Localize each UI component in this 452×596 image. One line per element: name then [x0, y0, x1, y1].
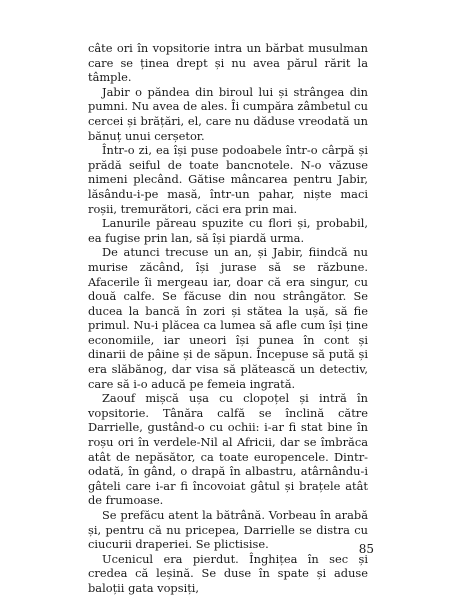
paragraph-3: Într-o zi, ea își puse podoabele într-o cârpă și prădă seiful de toate bancnotele. N-o văzuse nimeni plecând. Gătise mâncarea pentru Jabir, lăsându-i-pe masă, într-un pahar, niște maci roșii, tremurători, căci era prin mai. [88, 143, 368, 216]
paragraph-6: Zaouf mișcă ușa cu clopoțel și intră în vopsitorie. Tânăra calfă se înclină către Darrielle, gustând-o cu ochii: i-ar fi stat bine în roșu ori în verdele-Nil al Africii, dar se îmbrăca atât de nepăsător, ca toate europencele. Dintr-odată, în gând, o drapă în albastru, atârnându-i gâteli care i-ar fi încovoiat gâtul și brațele atât de frumoase. [88, 391, 368, 508]
page-number: 85 [358, 542, 374, 556]
paragraph-2: Jabir o păndea din biroul lui și strângea din pumni. Nu avea de ales. Îi cumpăra zâmbetul cu cercei și brățări, el, care nu dăduse vreodată un bănuț unui cerșetor. [88, 84, 368, 143]
paragraph-5: De atunci trecuse un an, și Jabir, fiindcă nu murise zăcând, își jurase să se răzbune. Afacerile îi mergeau iar, doar că era singur, cu două calfe. Se făcuse din nou strângător. Se ducea la bancă în zori și stătea la ușă, să fie primul. Nu-i plăcea ca lumea să afle cum își ține economiile, iar uneori își punea în cont și dinarii de pâine și de săpun. Începuse să pută și era slăbănog, dar visa să plătească un detectiv, care să i-o aducă pe femeia ingrată. [88, 245, 368, 391]
body-text [88, 41, 368, 596]
paragraph-8: Ucenicul era pierdut. Înghițea în sec și credea că leșină. Se duse în spate și aduse baloții gata vopsiți, [88, 551, 368, 595]
paragraph-4: Lanurile păreau spuzite cu flori și, probabil, ea fugise prin lan, să își piardă urma. [88, 216, 368, 245]
paragraph-7: Se prefăcu atent la bătrână. Vorbeau în arabă și, pentru că nu pricepea, Darrielle se distra cu ciucurii draperiei. Se plictisise. [88, 508, 368, 552]
paragraph-1: câte ori în vopsitorie intra un bărbat musulman care se ținea drept și nu avea părul rărit la tâmple. [88, 41, 368, 85]
